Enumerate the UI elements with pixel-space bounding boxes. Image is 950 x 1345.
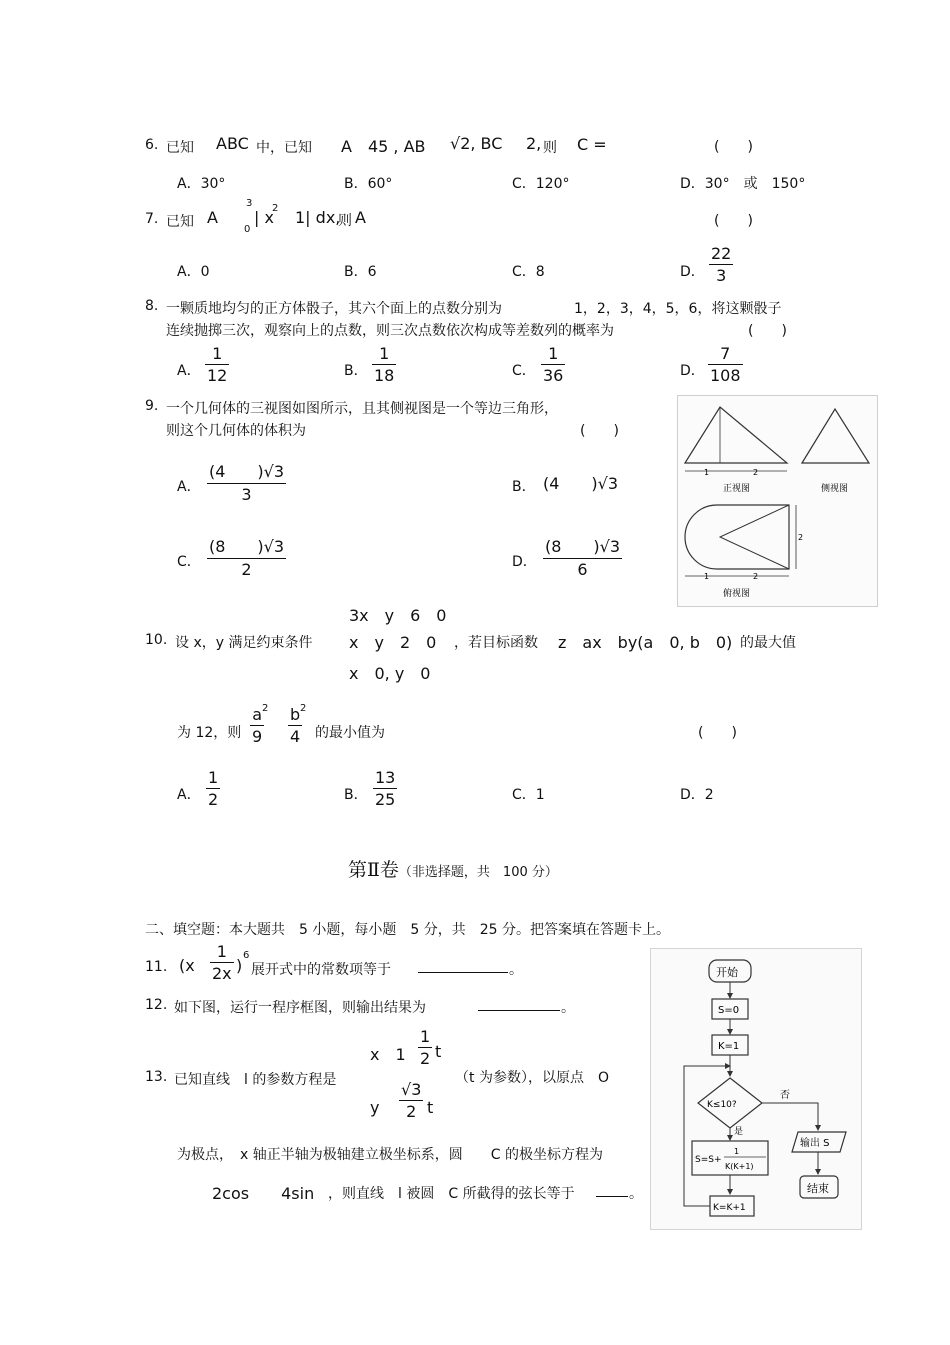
q9-answer-paren: ( ) — [580, 423, 619, 439]
q7-square: 2 — [272, 203, 279, 214]
denominator: 6 — [577, 560, 588, 579]
q10-option-d: D．2 — [680, 787, 714, 803]
q13-line3: ，则直线 l 被圆 C 所截得的弦长等于 — [328, 1186, 575, 1202]
numerator: 1 — [548, 344, 559, 363]
q13-eq1-lhs: x 1 — [370, 1045, 406, 1064]
flow-update-num: 1 — [734, 1147, 740, 1156]
q12-number: 12. — [145, 997, 168, 1013]
q10-option-c: C．1 — [512, 787, 545, 803]
q10-b-square: 2 — [300, 703, 307, 714]
flowchart-frame — [651, 949, 862, 1230]
q11-answer-blank[interactable] — [418, 972, 508, 973]
numerator: 1 — [420, 1027, 431, 1046]
q11-expr: (x — [179, 956, 195, 975]
q12-answer-blank[interactable] — [478, 1010, 560, 1011]
q10-constraint-2: x y 2 0 — [349, 633, 437, 652]
q7-upper-limit: 3 — [246, 198, 253, 209]
q7-text: 已知 — [166, 214, 194, 230]
q8-option-a-label: A． — [177, 363, 201, 379]
q9-option-b-label: B． — [512, 479, 536, 495]
flow-yes-label: 是 — [734, 1127, 744, 1137]
q8-option-b-fraction — [372, 344, 396, 385]
q13-number: 13. — [145, 1069, 168, 1085]
numerator: 1 — [379, 344, 390, 363]
q12-text: 如下图，运行一程序框图，则输出结果为 — [174, 1000, 426, 1016]
q10-number: 10. — [145, 632, 168, 648]
top-dim-v: 2 — [798, 533, 804, 542]
q8-option-a-fraction — [205, 344, 229, 385]
q13-eq2-t: t — [427, 1098, 434, 1117]
q10-option-a-fraction — [206, 768, 220, 809]
q11-text: 展开式中的常数项等于 — [251, 962, 391, 978]
q9-line2: 则这个几何体的体积为 — [166, 423, 306, 439]
q8-option-d-fraction — [708, 344, 743, 385]
denominator: 9 — [252, 727, 263, 746]
q7-option-c: C．8 — [512, 264, 545, 280]
q9-option-c-fraction — [207, 534, 286, 579]
q6-text: 已知 — [166, 140, 194, 156]
q9-option-b-expr: (4 )√3 — [543, 474, 619, 493]
q7-answer-paren: ( ) — [714, 213, 753, 229]
numerator: √3 — [401, 1080, 422, 1099]
section-subtitle: （非选择题，共 100 分） — [398, 865, 558, 880]
q11-number: 11. — [145, 959, 168, 975]
q11-exponent: 6 — [243, 950, 250, 961]
q13-end: 。 — [629, 1186, 643, 1202]
q10-line2b: 的最小值为 — [315, 725, 385, 741]
denominator: 3 — [716, 266, 727, 285]
numerator: 7 — [720, 344, 731, 363]
flow-init-s-label: S=0 — [718, 1005, 740, 1016]
q8-option-d-label: D． — [680, 363, 705, 379]
denominator: 2 — [406, 1102, 417, 1121]
flow-output-label: 输出 S — [800, 1138, 830, 1149]
q12-end: 。 — [561, 1000, 575, 1016]
q10-lead: 设 x，y 满足约束条件 — [175, 635, 313, 651]
q6-number: 6. — [145, 137, 159, 153]
q7-option-a: A．0 — [177, 264, 210, 280]
front-view-label: 正视图 — [723, 484, 751, 494]
q7-lower-limit: 0 — [244, 224, 251, 235]
flow-end-label: 结束 — [807, 1182, 829, 1195]
q7-tail: 1| dx, — [295, 208, 341, 227]
numerator: (8 )√3 — [545, 537, 621, 556]
q10-option-b-fraction — [373, 768, 397, 809]
q7-option-b: B．6 — [344, 264, 377, 280]
denominator: 12 — [207, 366, 228, 385]
denominator: 18 — [374, 366, 395, 385]
q9-option-d-label: D． — [512, 554, 537, 570]
q9-option-a-label: A． — [177, 479, 201, 495]
q6-option-c: C．120° — [512, 176, 570, 192]
q7-option-d-label: D． — [680, 264, 705, 280]
q10-a-square: 2 — [262, 703, 269, 714]
q13-eq1-t: t — [435, 1042, 442, 1061]
q6-c: C = — [577, 135, 607, 154]
q10-answer-paren: ( ) — [698, 725, 737, 741]
q9-line1: 一个几何体的三视图如图所示，且其侧视图是一个等边三角形， — [166, 401, 558, 417]
q6-answer-paren: ( ) — [714, 139, 753, 155]
q8-option-c-fraction — [541, 344, 565, 385]
q10-mid: ，若目标函数 — [454, 635, 538, 651]
side-view-label: 侧视图 — [821, 484, 849, 494]
denominator: 36 — [543, 366, 564, 385]
q10-constraint-1: 3x y 6 0 — [349, 606, 447, 625]
front-dim-2: 2 — [753, 468, 759, 477]
q13-lead: 已知直线 l 的参数方程是 — [174, 1072, 337, 1088]
q6-triangle: ABC — [216, 134, 249, 153]
section-title-text: 第Ⅱ卷 — [348, 859, 399, 881]
q6-option-d: D．30° 或 150° — [680, 176, 806, 192]
q8-line1: 一颗质地均匀的正方体骰子，其六个面上的点数分别为 — [166, 301, 502, 317]
q7-integrand: | x — [254, 208, 274, 227]
numerator: a — [252, 705, 262, 724]
numerator: 22 — [711, 244, 732, 263]
q7-then: 则 — [338, 213, 352, 229]
numerator: 1 — [212, 344, 223, 363]
q7-option-d-fraction — [709, 244, 733, 285]
denominator: 4 — [290, 727, 301, 746]
q10-line2a: 为 12，则 — [177, 725, 242, 741]
q8-option-c-label: C． — [512, 363, 536, 379]
q8-answer-paren: ( ) — [748, 323, 787, 339]
denominator: 25 — [375, 790, 396, 809]
q8-number: 8. — [145, 298, 159, 314]
q13-eq2-lhs: y — [370, 1098, 380, 1117]
q8-option-b-label: B． — [344, 363, 368, 379]
flow-no-label: 否 — [780, 1090, 790, 1101]
q13-line2: 为极点， x 轴正半轴为极轴建立极坐标系，圆 C 的极坐标方程为 — [177, 1147, 603, 1163]
q13-polar: 2cos 4sin — [212, 1184, 315, 1203]
q6-bc: 2, — [526, 134, 542, 153]
q9-option-d-fraction — [543, 534, 622, 579]
flow-init-k-label: K=1 — [718, 1041, 740, 1052]
q7-number: 7. — [145, 211, 159, 227]
top-dim-1: 1 — [704, 572, 710, 581]
numerator: (8 )√3 — [209, 537, 285, 556]
fill-in-heading: 二、填空题：本大题共 5 小题，每小题 5 分，共 25 分。把答案填在答题卡上。 — [145, 922, 670, 938]
q13-eq1-fraction — [418, 1027, 432, 1068]
flowchart-figure — [650, 948, 862, 1230]
q10-option-b-label: B． — [344, 787, 368, 803]
q10-constraint-3: x 0, y 0 — [349, 664, 431, 683]
q11-end: 。 — [509, 962, 523, 978]
q8-line2: 连续抛掷三次，观察向上的点数，则三次点数依次构成等差数列的概率为 — [166, 323, 614, 339]
q11-close-paren: ) — [236, 956, 243, 975]
flow-increment-label: K=K+1 — [713, 1203, 746, 1213]
q9-option-c-label: C． — [177, 554, 201, 570]
flow-start-label: 开始 — [716, 966, 738, 979]
q10-option-a-label: A． — [177, 787, 201, 803]
numerator: (4 )√3 — [209, 462, 285, 481]
q6-angle-a: A 45 , AB — [341, 137, 426, 156]
q9-number: 9. — [145, 398, 159, 414]
denominator: 2 — [241, 560, 252, 579]
three-view-figure — [677, 395, 878, 607]
denominator: 2 — [420, 1049, 431, 1068]
q10-objective: z ax by(a 0, b 0) — [558, 633, 733, 652]
q13-param: （t 为参数），以原点 O — [455, 1070, 609, 1086]
q13-eq2-fraction — [399, 1080, 423, 1121]
q7-a: A — [207, 208, 218, 227]
flow-update-den: K(K+1) — [725, 1162, 754, 1171]
q11-fraction — [210, 942, 234, 983]
q6-option-b: B．60° — [344, 176, 393, 192]
denominator: 3 — [241, 485, 252, 504]
denominator: 108 — [710, 366, 741, 385]
top-view-label: 俯视图 — [723, 589, 751, 599]
q6-text2: 中，已知 — [256, 140, 312, 156]
top-dim-2: 2 — [753, 572, 759, 581]
section-title — [348, 855, 558, 882]
q8-line1b: 1，2，3，4，5，6，将这颗骰子 — [574, 301, 782, 317]
q6-ab: √2, BC — [450, 134, 503, 153]
q9-option-a-fraction — [207, 459, 286, 504]
denominator: 2 — [208, 790, 219, 809]
numerator: 1 — [208, 768, 219, 787]
q6-then: 则 — [543, 140, 557, 156]
q10-tail: 的最大值 — [740, 635, 796, 651]
flow-condition-label: K≤10? — [707, 1100, 737, 1110]
denominator: 2x — [212, 964, 232, 983]
flow-update-label: S=S+ — [695, 1155, 722, 1165]
q13-answer-blank[interactable] — [596, 1196, 628, 1197]
numerator: b — [290, 705, 301, 724]
q7-tail2: A — [355, 208, 366, 227]
numerator: 1 — [216, 942, 227, 961]
q6-option-a: A．30° — [177, 176, 226, 192]
numerator: 13 — [375, 768, 396, 787]
front-dim-1: 1 — [704, 468, 710, 477]
